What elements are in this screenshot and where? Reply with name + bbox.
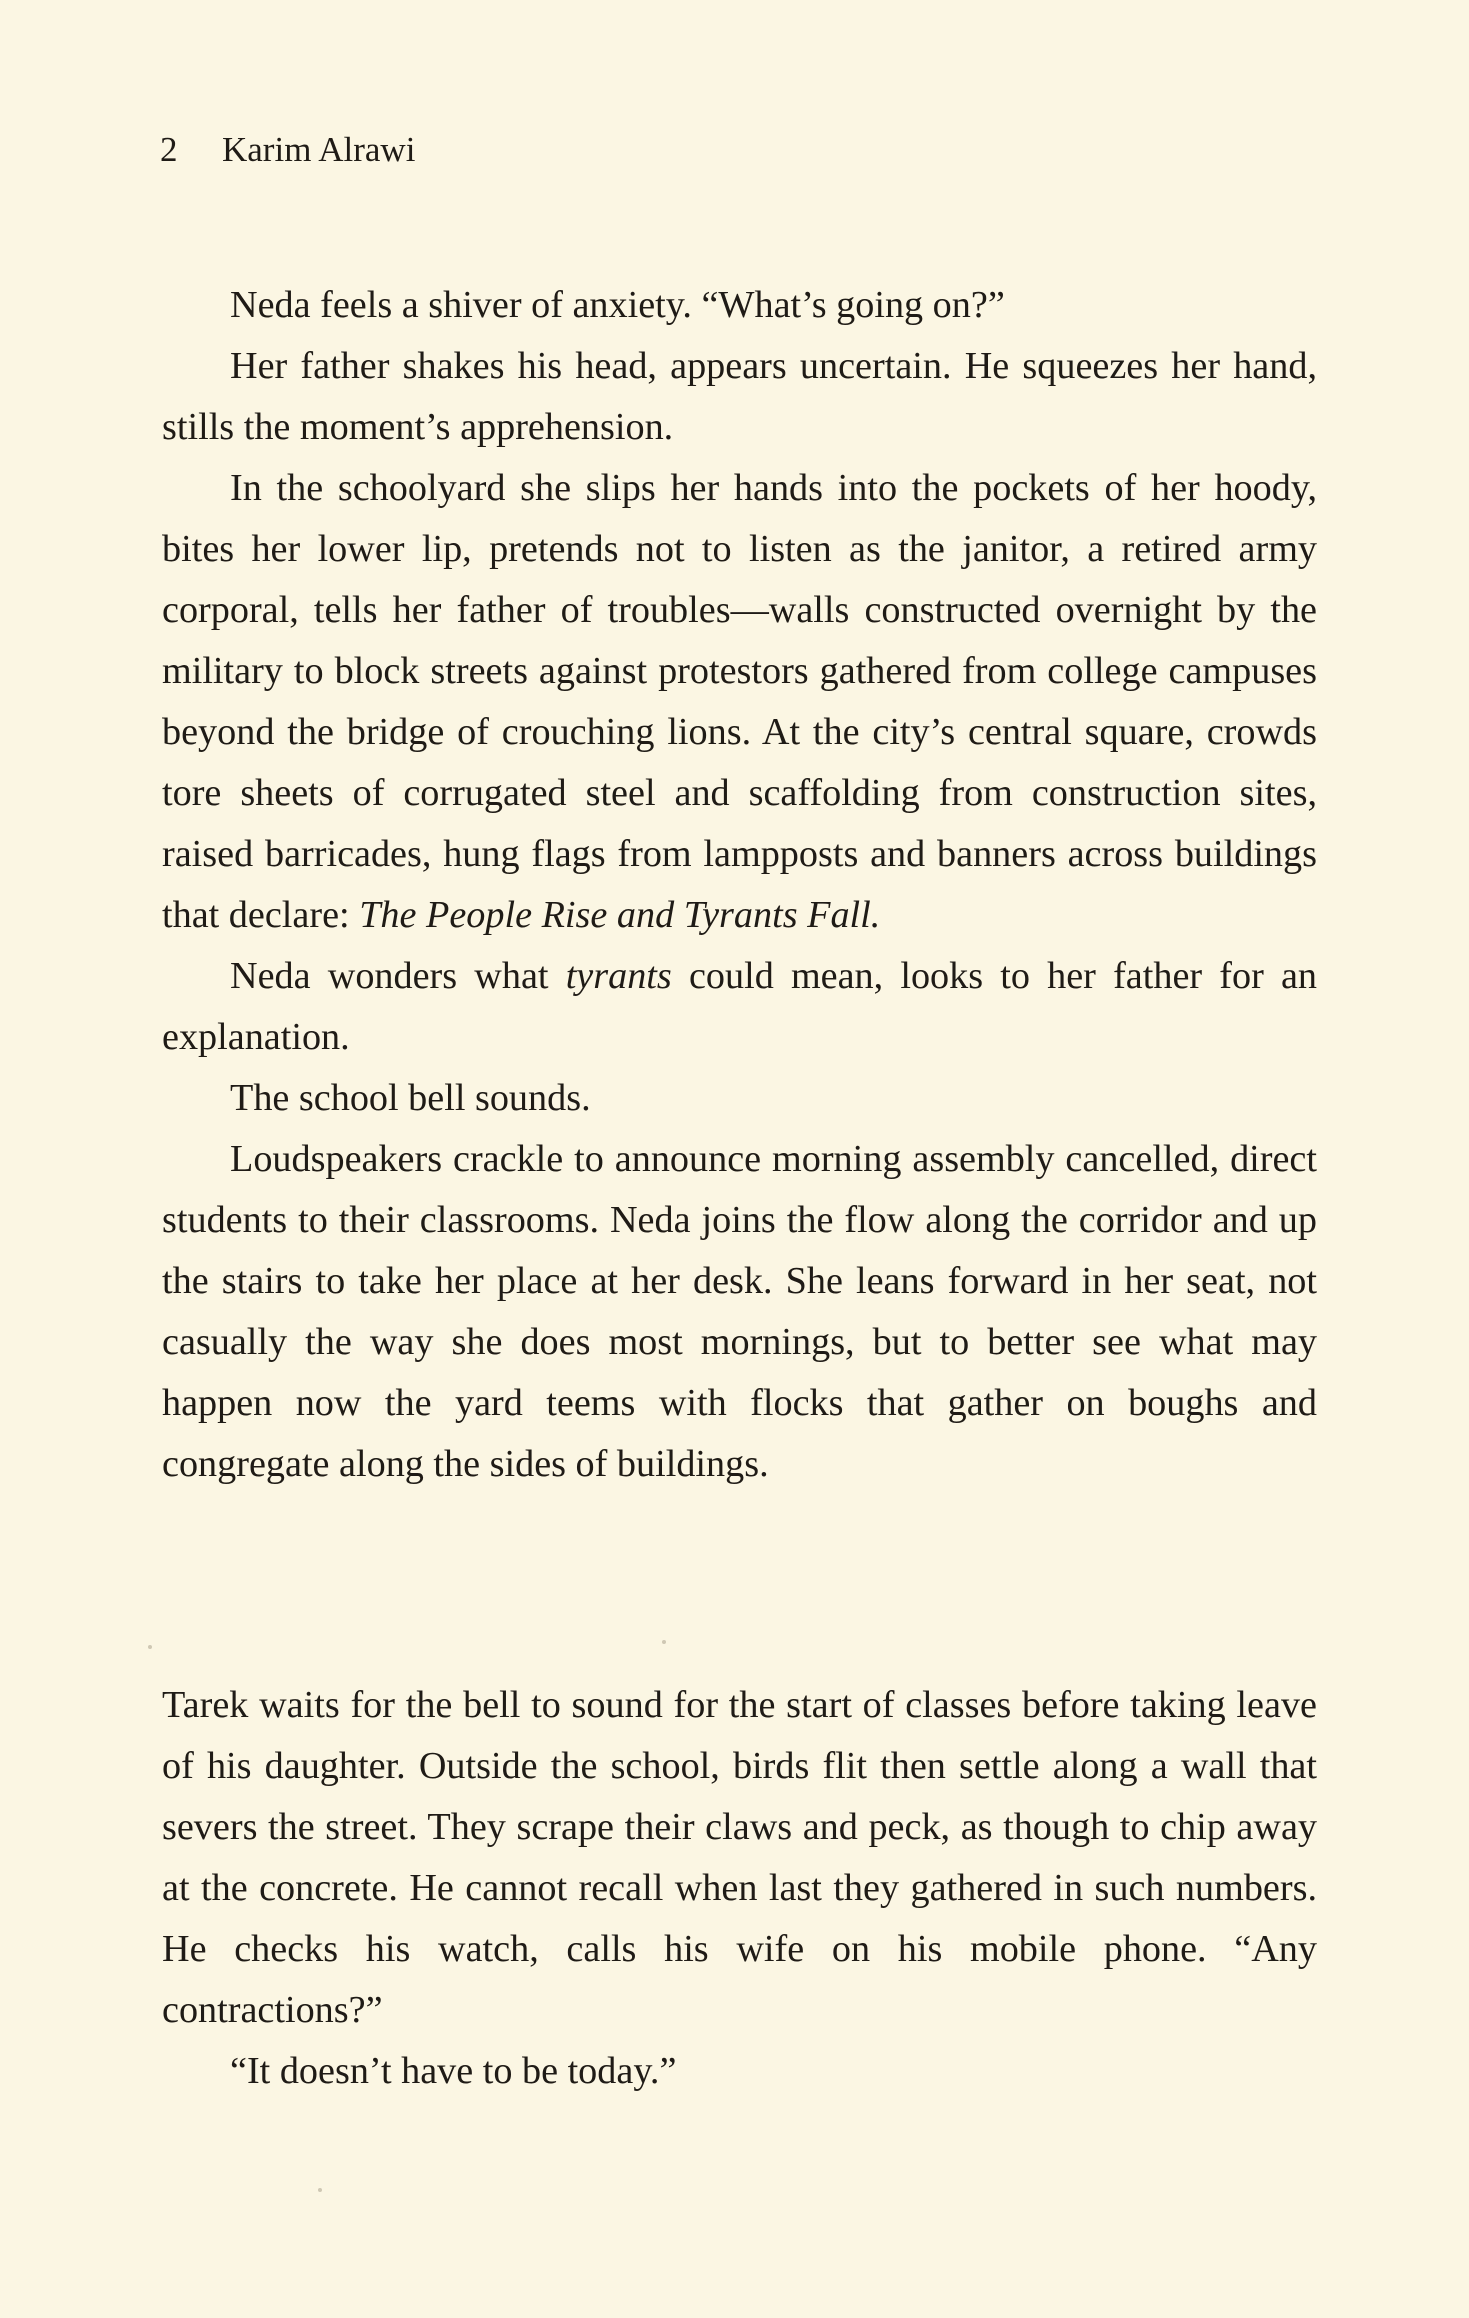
paragraph: Tarek waits for the bell to sound for the start of classes before taking leave of his daughter. Outside the school, birds flit then settle along a wall that severs the street. They scrape their claws and peck, as though to chip away at the concrete. He cannot recall when last they gathered in such numbers. He checks his watch, calls his wife on his mobile phone. “Any contractions?” — [162, 1684, 1317, 2031]
section-two — [162, 1675, 1317, 2102]
paragraph — [162, 458, 1317, 946]
paragraph: The school bell sounds. — [230, 1077, 591, 1119]
paragraph — [162, 946, 1317, 1068]
italic-word: tyrants — [565, 955, 672, 997]
section-one — [162, 275, 1317, 1495]
paragraph: Her father shakes his head, appears uncertain. He squeezes her hand, stills the moment’s apprehension. — [162, 345, 1317, 448]
paper-speck — [148, 1645, 152, 1649]
paragraph-text: Neda wonders what — [230, 955, 566, 997]
italic-banner-text: The People Rise and Tyrants Fall. — [359, 894, 881, 936]
author-name: Karim Alrawi — [222, 130, 416, 169]
page-number: 2 — [160, 130, 178, 169]
paragraph-text: In the schoolyard she slips her hands into the pockets of her hoody, bites her lower lip, pretends not to listen as the janitor, a retired army corporal, tells her father of troubles—walls constructed overnight by the military to block streets against protestors gathered from college campuses beyond the bridge of crouching lions. At the city’s central square, crowds tore sheets of corrugated steel and scaffolding from construction sites, raised barricades, hung flags from lampposts and banners across buildings that declare: — [162, 467, 1317, 936]
paragraph: Loudspeakers crackle to announce morning assembly cancelled, direct students to their classrooms. Neda joins the flow along the corridor and up the stairs to take her place at her desk. She leans forward in her seat, not casually the way she does most mornings, but to better see what may happen now the yard teems with flocks that gather on boughs and congregate along the sides of buildings. — [162, 1138, 1317, 1485]
paper-speck — [662, 1640, 666, 1644]
paragraph: Neda feels a shiver of anxiety. “What’s going on?” — [230, 284, 1005, 326]
paragraph-text: could mean, looks to her father for an explanation. — [162, 955, 1318, 1058]
paper-speck — [318, 2188, 322, 2192]
running-head — [160, 132, 415, 167]
paragraph: “It doesn’t have to be today.” — [230, 2050, 677, 2092]
